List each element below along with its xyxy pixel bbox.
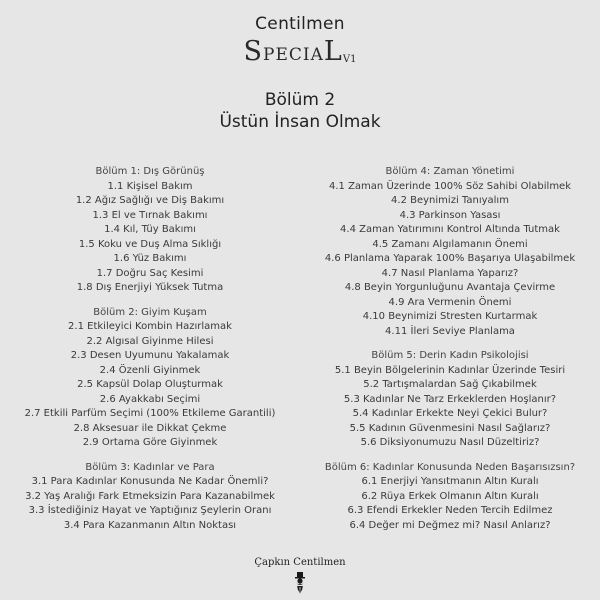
toc-item: 4.3 Parkinson Yasası [399, 209, 501, 221]
toc-item: 4.9 Ara Vermenin Önemi [388, 296, 512, 308]
toc-item: 4.5 Zamanı Algılamanın Önemi [372, 238, 528, 250]
special-logo-middle: PECIA [263, 45, 324, 65]
toc-item: 1.2 Ağız Sağlığı ve Diş Bakımı [75, 195, 225, 206]
toc-item: 2.2 Algısal Giyinme Hilesi [86, 335, 214, 347]
section-heading: Bölüm 6: Kadınlar Konusunda Neden Başarısızsın? [324, 461, 576, 473]
toc-section-3 [5, 461, 295, 534]
toc-item: 2.1 Etkileyici Kombin Hazırlamak [68, 321, 232, 332]
section-heading: Bölüm 4: Zaman Yönetimi [385, 166, 515, 177]
toc-item: 6.2 Rüya Erkek Olmanın Altın Kuralı [361, 490, 539, 502]
part-title: Bölüm 2 [264, 90, 336, 110]
toc-item: 5.2 Tartışmalardan Sağ Çıkabilmek [363, 379, 537, 390]
toc-item: 4.7 Nasıl Planlama Yaparız? [381, 267, 519, 279]
toc-item: 3.4 Para Kazanmanın Altın Noktası [63, 519, 237, 531]
toc-section-1 [5, 165, 295, 296]
section-heading: Bölüm 1: Dış Görünüş [95, 166, 205, 177]
toc-item: 1.7 Doğru Saç Kesimi [96, 267, 204, 279]
toc-item: 5.6 Diksiyonumuzu Nasıl Düzeltiriz? [360, 437, 540, 448]
toc-item: 4.10 Beynimizi Stresten Kurtarmak [362, 311, 538, 322]
toc-section-5 [305, 349, 595, 451]
toc-item: 2.7 Etkili Parfüm Seçimi (100% Etkileme Garantili) [24, 408, 276, 419]
toc-item: 6.4 Değer mi Değmez mi? Nasıl Anlarız? [349, 519, 551, 531]
toc-item: 2.3 Desen Uyumunu Yakalamak [70, 350, 230, 361]
toc-item: 5.3 Kadınlar Ne Tarz Erkeklerden Hoşlanır? [343, 393, 557, 405]
toc-item: 2.4 Özenli Giyinmek [99, 364, 201, 376]
toc-item: 5.1 Beyin Bölgelerinin Kadınlar Üzerinde Tesiri [334, 364, 566, 376]
toc-item: 3.2 Yaş Aralığı Fark Etmeksizin Para Kazanabilmek [25, 490, 275, 502]
toc-item: 1.6 Yüz Bakımı [113, 253, 187, 264]
toc-section-4 [305, 165, 595, 339]
toc-left-column [5, 165, 295, 543]
section-heading: Bölüm 3: Kadınlar ve Para [85, 461, 215, 473]
section-heading: Bölüm 5: Derin Kadın Psikolojisi [371, 350, 529, 361]
section-heading: Bölüm 2: Giyim Kuşam [93, 306, 207, 318]
toc-item: 2.8 Aksesuar ile Dikkat Çekme [73, 422, 227, 434]
toc-item: 1.4 Kıl, Tüy Bakımı [104, 224, 196, 235]
toc-item: 4.4 Zaman Yatırımını Kontrol Altında Tutmak [340, 224, 560, 235]
toc-item: 1.3 El ve Tırnak Bakımı [92, 209, 208, 221]
toc-item: 4.8 Beyin Yorgunluğunu Avantaja Çevirme [344, 282, 556, 293]
toc-item: 5.5 Kadının Güvenmesini Nasıl Sağlarız? [349, 422, 551, 434]
footer-brand: Çapkın Centilmen [254, 557, 346, 568]
toc-section-2 [5, 306, 295, 451]
part-subtitle: Üstün İnsan Olmak [219, 112, 381, 132]
special-logo [0, 36, 600, 67]
toc-item: 2.9 Ortama Göre Giyinmek [82, 437, 218, 448]
toc-item: 3.3 İstediğiniz Hayat ve Yaptığınız Şeylerin Oranı [28, 505, 272, 516]
gentleman-pen-nib-icon [293, 572, 307, 594]
special-logo-first-letter: S [243, 36, 264, 67]
special-logo-last-letter: L [323, 36, 343, 67]
toc-item: 1.5 Koku ve Duş Alma Sıklığı [78, 238, 222, 250]
toc-section-6 [305, 461, 595, 534]
toc-item: 4.11 İleri Seviye Planlama [385, 325, 515, 337]
toc-item: 2.6 Ayakkabı Seçimi [99, 393, 201, 405]
toc-item: 2.5 Kapsül Dolap Oluşturmak [77, 379, 223, 390]
toc-item: 1.8 Dış Enerjiyi Yüksek Tutma [76, 282, 224, 293]
toc-item: 6.3 Efendi Erkekler Neden Tercih Edilmez [347, 505, 553, 516]
brand-name: Centilmen [255, 14, 345, 34]
toc-right-column [305, 165, 595, 543]
toc-item: 5.4 Kadınlar Erkekte Neyi Çekici Bulur? [352, 408, 548, 419]
special-logo-version: V1 [342, 54, 357, 65]
toc-item: 4.6 Planlama Yaparak 100% Başarıya Ulaşabilmek [324, 253, 576, 264]
toc-item: 4.1 Zaman Üzerinde 100% Söz Sahibi Olabilmek [329, 180, 571, 192]
toc-item: 6.1 Enerjiyi Yansıtmanın Altın Kuralı [361, 476, 539, 487]
toc-item: 3.1 Para Kadınlar Konusunda Ne Kadar Önemli? [31, 476, 269, 487]
toc-item: 1.1 Kişisel Bakım [107, 180, 193, 192]
toc-item: 4.2 Beynimizi Tanıyalım [391, 195, 509, 206]
